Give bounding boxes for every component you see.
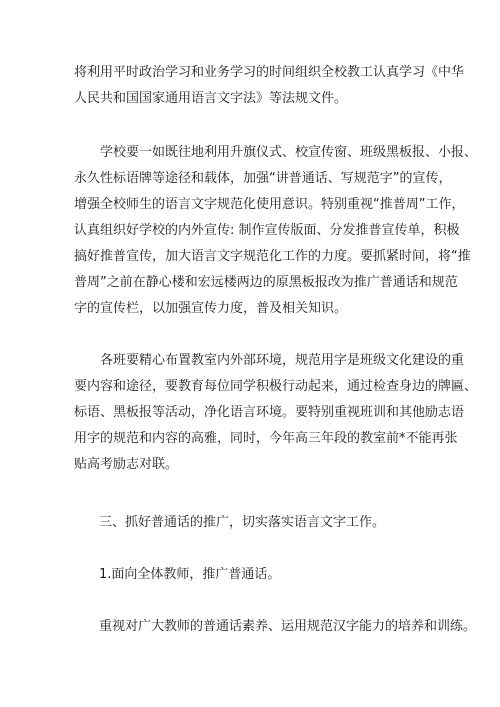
text-line: 贴高考励志对联。 bbox=[74, 457, 179, 472]
paragraph-3 bbox=[74, 348, 478, 478]
text-line: 认真组织好学校的内外宣传: 制作宣传版面、分发推普宣传单，积极 bbox=[74, 223, 460, 238]
text-line: 字的宣传栏，以加强宣传力度，普及相关知识。 bbox=[74, 301, 348, 316]
text-line: 永久性标语牌等途径和载体，加强“讲普通话、写规范字”的宣传， bbox=[74, 171, 452, 186]
text-line: 标语、黑板报等活动，净化语言环境。要特别重视班训和其他励志语 bbox=[74, 405, 465, 420]
text-line: 将利用平时政治学习和业务学习的时间组织全校教工认真学习《中华 bbox=[74, 65, 465, 80]
paragraph-2 bbox=[74, 140, 478, 322]
text-line: 普周”之前在静心楼和宏远楼两边的原黑板报改为推广普通话和规范 bbox=[74, 275, 458, 290]
text-line: 各班要精心布置教室内外部环境，规范用字是班级文化建设的重 bbox=[100, 353, 465, 368]
text-line: 增强全校师生的语言文字规范化使用意识。特别重视“推普周”工作， bbox=[74, 197, 465, 212]
text-line: 人民共和国国家通用语言文字法》等法规文件。 bbox=[74, 91, 348, 106]
sub-heading: 1.面向全体教师，推广普通话。 bbox=[99, 567, 281, 582]
text-line: 学校要一如既往地利用升旗仪式、校宣传窗、班级黑板报、小报、 bbox=[100, 145, 478, 160]
text-line: 用字的规范和内容的高雅，同时，今年高三年段的教室前*不能再张 bbox=[74, 431, 458, 446]
section-heading: 三、抓好普通话的推广，切实落实语言文字工作。 bbox=[99, 515, 386, 530]
text-line: 搞好推普宣传，加大语言文字规范化工作的力度。要抓紧时间，将“推 bbox=[74, 249, 471, 264]
final-paragraph: 重视对广大教师的普通话素养、运用规范汉字能力的培养和训练。 bbox=[99, 619, 477, 634]
text-line: 要内容和途径，要教育每位同学积极行动起来，通过检查身边的牌匾、 bbox=[74, 379, 478, 394]
paragraph-1 bbox=[74, 60, 465, 112]
